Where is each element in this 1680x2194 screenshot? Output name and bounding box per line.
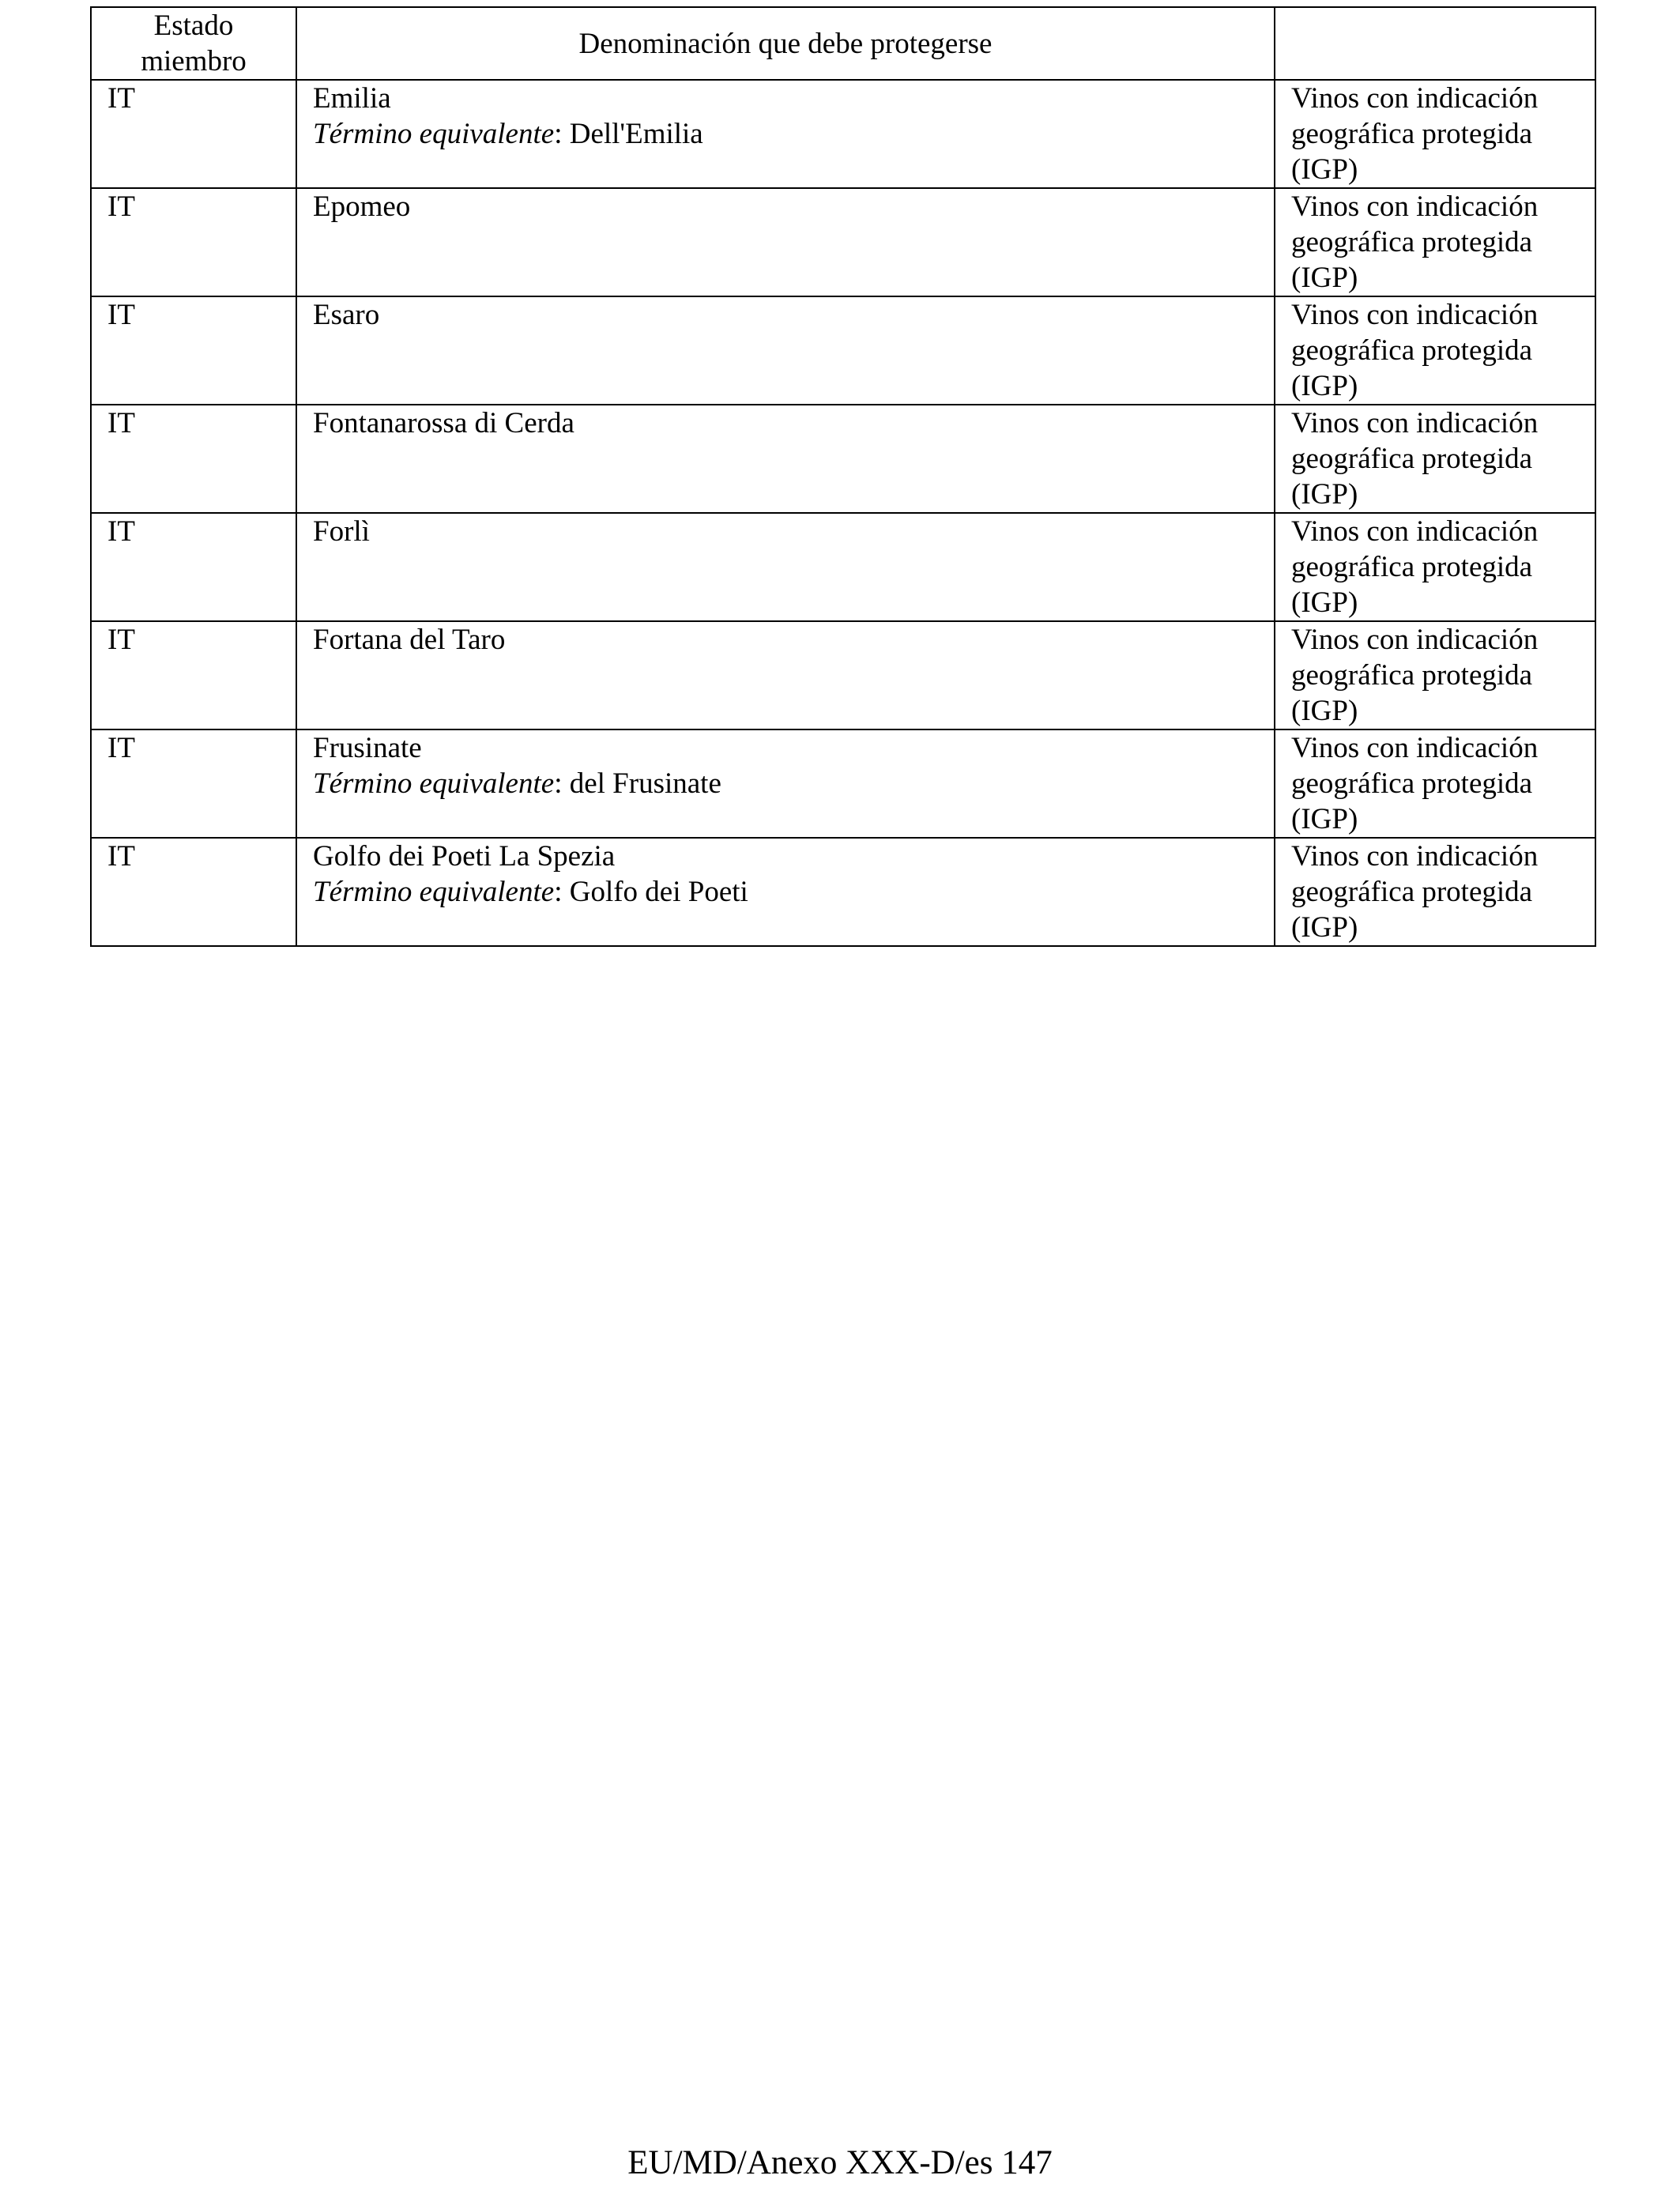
denomination-name: Fortana del Taro	[313, 624, 506, 656]
equivalent-term: Término equivalente: Golfo dei Poeti	[313, 876, 748, 908]
denomination-name: Forlì	[313, 515, 370, 548]
cell-name	[296, 80, 1275, 188]
equivalent-label: Término equivalente	[313, 876, 555, 908]
equivalent-value: del Frusinate	[569, 767, 721, 800]
equivalent-term: Término equivalente: del Frusinate	[313, 767, 721, 800]
cell-name	[296, 729, 1275, 838]
equivalent-label: Término equivalente	[313, 118, 555, 150]
equivalent-term: Término equivalente: Dell'Emilia	[313, 118, 703, 150]
cell-state: IT	[91, 729, 296, 838]
denomination-name: Emilia	[313, 82, 391, 115]
cell-type: Vinos con indicación geográfica protegida (IGP)	[1275, 838, 1595, 946]
denominations-table	[90, 6, 1596, 947]
cell-name	[296, 838, 1275, 946]
cell-type: Vinos con indicación geográfica protegida (IGP)	[1275, 513, 1595, 621]
cell-name	[296, 405, 1275, 513]
table-row	[91, 188, 1595, 296]
denomination-name: Esaro	[313, 299, 380, 331]
table-row	[91, 838, 1595, 946]
table-row	[91, 513, 1595, 621]
header-name: Denominación que debe protegerse	[296, 7, 1275, 80]
table-row	[91, 621, 1595, 729]
cell-type: Vinos con indicación geográfica protegida (IGP)	[1275, 729, 1595, 838]
cell-name	[296, 296, 1275, 405]
cell-state: IT	[91, 80, 296, 188]
denomination-name: Epomeo	[313, 190, 411, 223]
cell-type: Vinos con indicación geográfica protegida (IGP)	[1275, 188, 1595, 296]
table-row	[91, 296, 1595, 405]
cell-state: IT	[91, 188, 296, 296]
cell-state: IT	[91, 838, 296, 946]
cell-state: IT	[91, 621, 296, 729]
header-state: Estado miembro	[91, 7, 296, 80]
equivalent-value: Golfo dei Poeti	[569, 876, 748, 908]
denomination-name: Frusinate	[313, 732, 422, 764]
table-row	[91, 405, 1595, 513]
cell-name	[296, 621, 1275, 729]
table-row	[91, 729, 1595, 838]
cell-state: IT	[91, 513, 296, 621]
cell-name	[296, 513, 1275, 621]
denomination-name: Golfo dei Poeti La Spezia	[313, 840, 616, 873]
cell-state: IT	[91, 405, 296, 513]
equivalent-value: Dell'Emilia	[569, 118, 703, 150]
cell-name	[296, 188, 1275, 296]
cell-type: Vinos con indicación geográfica protegida (IGP)	[1275, 296, 1595, 405]
denomination-name: Fontanarossa di Cerda	[313, 407, 574, 439]
cell-type: Vinos con indicación geográfica protegida (IGP)	[1275, 621, 1595, 729]
table-row	[91, 80, 1595, 188]
header-type	[1275, 7, 1595, 80]
table-header-row	[91, 7, 1595, 80]
cell-state: IT	[91, 296, 296, 405]
page-footer: EU/MD/Anexo XXX-D/es 147	[627, 2144, 1053, 2181]
cell-type: Vinos con indicación geográfica protegida (IGP)	[1275, 80, 1595, 188]
cell-type: Vinos con indicación geográfica protegida (IGP)	[1275, 405, 1595, 513]
equivalent-label: Término equivalente	[313, 767, 555, 800]
